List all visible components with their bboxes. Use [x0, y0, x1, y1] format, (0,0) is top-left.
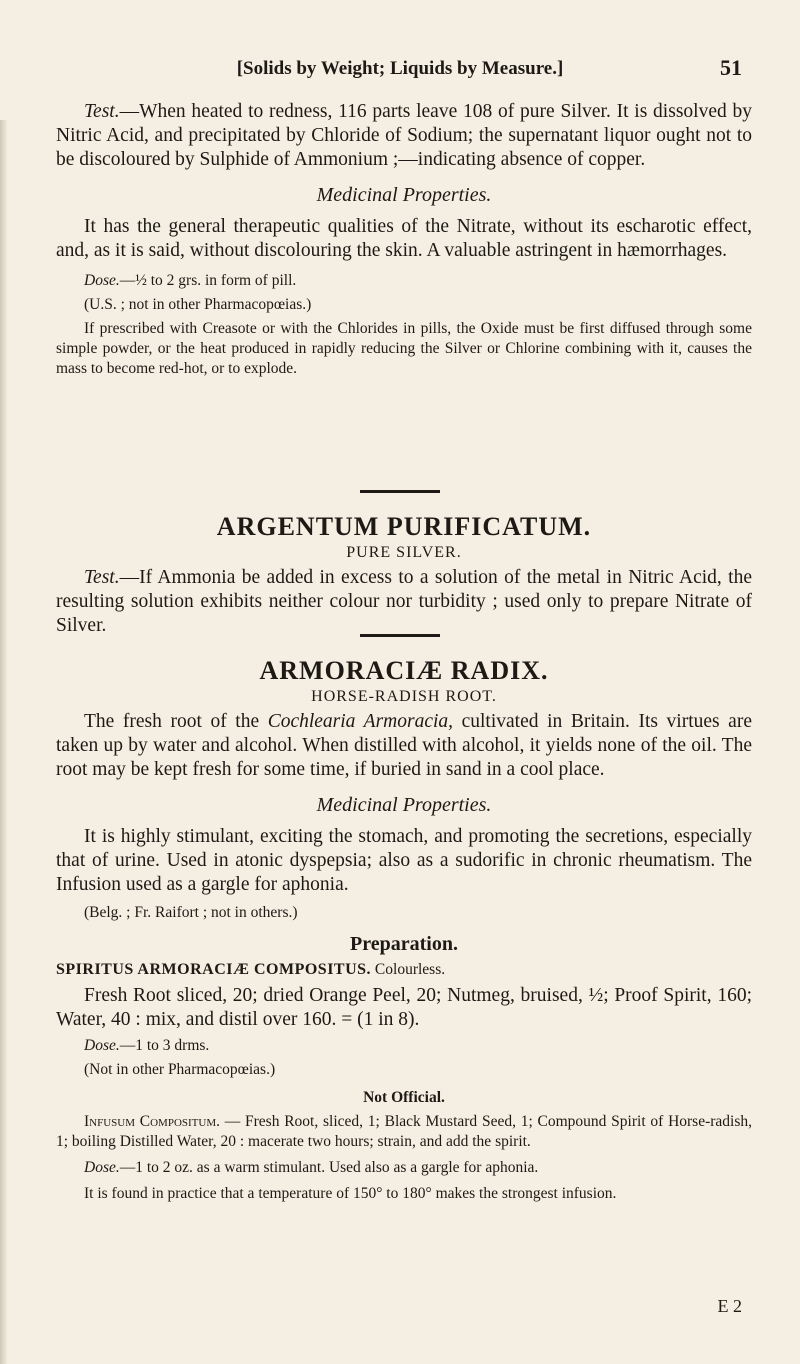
test-text: —When heated to redness, 116 parts leave 108 of pure Silver. It is dissolved by Nitric Acid, and precipitated by Chloride of Sodium; the supernatant liquor ought not to be discoloured by Sulphide of Ammonium ;—indicating absence of copper. [56, 101, 752, 170]
dose-text: —1 to 3 drms. [119, 1037, 210, 1054]
intro-text-a: The fresh root of the [84, 711, 268, 732]
section-heading: ARMORACIÆ RADIX. [259, 656, 549, 685]
armoraciae-radix-section [56, 656, 752, 1204]
dose-note: (U.S. ; not in other Pharmacopœias.) [84, 296, 312, 313]
infusum-paragraph [56, 1112, 752, 1152]
test-label: Test. [84, 101, 120, 122]
page-edge-shadow [0, 120, 8, 1364]
preparation-title-note: Colourless. [374, 961, 446, 978]
infusum-dose-line [56, 1158, 752, 1178]
dose-line [84, 271, 752, 291]
section-heading: ARGENTUM PURIFICATUM. [216, 512, 592, 541]
intro-paragraph [56, 710, 752, 782]
test-paragraph [56, 100, 752, 172]
preparation-note: (Not in other Pharmacopœias.) [84, 1061, 276, 1078]
infusum-note: It is found in practice that a temperature of 150° to 180° makes the strongest infusion. [84, 1185, 617, 1202]
infusum-text: — Fresh Root, sliced, 1; Black Mustard Seed, 1; Compound Spirit of Horse-radish, 1; boiling Distilled Water, 20 : macerate two hours; strain, and add the spirit. [56, 1113, 752, 1150]
section-subheading: HORSE-RADISH ROOT. [311, 688, 497, 705]
dose-label: Dose. [84, 1037, 120, 1054]
medicinal-properties-text: It has the general therapeutic qualities of the Nitrate, without its escharotic effect, and, as it is said, without discolouring the skin. A valuable astringent in hæmorrhages. [56, 216, 752, 261]
dose-text: —½ to 2 grs. in form of pill. [119, 272, 297, 289]
dose-text: —1 to 2 oz. as a warm stimulant. Used also as a gargle for aphonia. [119, 1159, 539, 1176]
caution-note: If prescribed with Creasote or with the Chlorides in pills, the Oxide must be first diffused through some simple powder, or the heat produced in rapidly reducing the Silver or Chlorine combining with it, causes the mass to become red-hot, or to explode. [56, 320, 752, 377]
argentum-oxide-continuation [56, 100, 752, 379]
not-official-heading: Not Official. [363, 1089, 445, 1106]
medicinal-properties-text: It is highly stimulant, exciting the stomach, and promoting the secretions, especially that of urine. Used in atonic dyspepsia; also as a sudorific in chronic rheumatism. The Infusion used as a gargle for aphonia. [56, 826, 752, 895]
running-head [0, 55, 800, 88]
section-rule [360, 634, 440, 637]
section-subheading: PURE SILVER. [346, 544, 462, 561]
argentum-purificatum-section [56, 512, 752, 638]
dose-label: Dose. [84, 1159, 120, 1176]
preparation-title-line [56, 960, 752, 980]
test-paragraph [56, 566, 752, 638]
preparation-heading: Preparation. [350, 933, 458, 955]
page-number: 51 [720, 55, 742, 80]
species-name: Cochlearia Armoracia, [267, 711, 454, 732]
running-head-title: [Solids by Weight; Liquids by Measure.] [236, 58, 564, 79]
preparation-title: SPIRITUS ARMORACIÆ COMPOSITUS. [56, 961, 372, 978]
dose-label: Dose. [84, 272, 120, 289]
preparation-dose-line [84, 1036, 752, 1056]
infusum-title: Infusum Compositum. [84, 1113, 220, 1130]
signature-mark: E 2 [717, 1296, 742, 1316]
test-text: —If Ammonia be added in excess to a solution of the metal in Nitric Acid, the resulting solution exhibits neither colour nor turbidity ; used only to prepare Nitrate of Silver. [56, 567, 752, 636]
section-rule [360, 490, 440, 493]
preparation-text: Fresh Root sliced, 20; dried Orange Peel, 20; Nutmeg, bruised, ½; Proof Spirit, 160; Water, 40 : mix, and distil over 160. = (1 in 8). [56, 985, 752, 1030]
intro-text-b: cultivated in Britain. Its virtues are taken up by water and alcohol. When distilled with alcohol, it yields none of the oil. The root may be kept fresh for some time, if buried in sand in a cool place. [56, 711, 752, 780]
test-label: Test. [84, 567, 120, 588]
medicinal-properties-heading: Medicinal Properties. [316, 794, 492, 816]
medicinal-note: (Belg. ; Fr. Raifort ; not in others.) [84, 904, 298, 921]
medicinal-properties-heading: Medicinal Properties. [316, 184, 492, 206]
